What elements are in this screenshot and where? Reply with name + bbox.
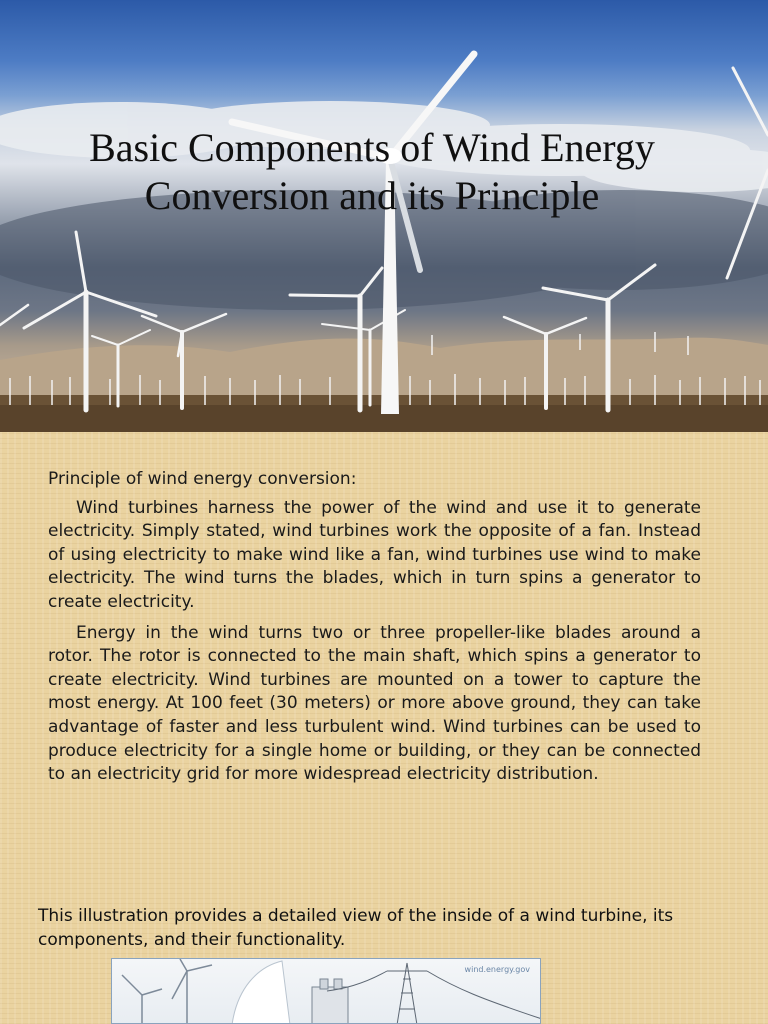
slide-title: Basic Components of Wind Energy Conversion and its Principle	[89, 125, 655, 218]
paragraph-1: Wind turbines harness the power of the wind and use it to generate electricity. Simply stated, wind turbines work the opposite of a fan. Instead of using electricity to make wind like a fan, wind turbines use wind to make electricity. The wind turns the blades, which in turn spins a generator to create electricity.	[48, 497, 701, 612]
illustration-caption: This illustration provides a detailed view of the inside of a wind turbine, its components, and their functionality.	[38, 906, 674, 950]
turbine-illustration	[111, 958, 541, 1024]
paragraph-2: Energy in the wind turns two or three propeller-like blades around a rotor. The rotor is connected to the main shaft, which spins a generator to create electricity. Wind turbines are mounted on a tower to capture the most energy. At 100 feet (30 meters) or more above ground, they can take advantage of faster and less turbulent wind. Wind turbines can be used to produce electricity for a single home or building, or they can be connected to an electricity grid for more widespread electricity distribution.	[48, 622, 701, 785]
section-heading: Principle of wind energy conversion:	[48, 469, 357, 489]
source-label: wind.energy.gov	[464, 965, 530, 974]
hero-photo	[0, 0, 768, 432]
principle-section	[48, 468, 701, 794]
